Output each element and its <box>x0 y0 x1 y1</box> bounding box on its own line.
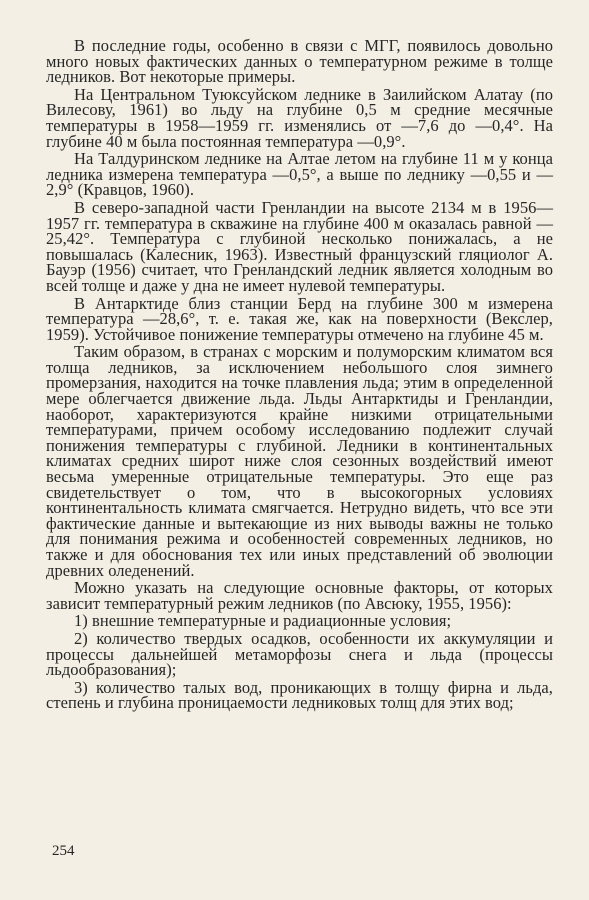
paragraph-mgg-intro: В последние годы, особенно в связи с МГГ, появилось довольно много новых фактических данных о температурном режиме в толще ледников. Вот некоторые примеры. <box>46 36 553 87</box>
paragraph-tuyuksu-glacier: На Центральном Туюксуйском леднике в Заилийском Алатау (по Вилесову, 1961) во льду на глубине 0,5 м средние месячные температуры в 1958—1959 гг. изменялись от —7,6 до —0,4°. На глубине 40 м была постоянная температура —0,9°. <box>46 84 553 151</box>
list-item-factor-2: 2) количество твердых осадков, особенности их аккумуляции и процессы дальнейшей метаморфозы снега и льда (процессы льдообразования); <box>46 628 553 680</box>
paragraph-antarctica: В Антарктиде близ станции Берд на глубине 300 м измерена температура —28,6°, т. е. такая же, как на поверхности (Векслер, 1959). Устойчивое понижение температуры отмечено на глубине 45 м. <box>46 293 553 344</box>
text-column <box>46 38 553 713</box>
paragraph-factors-intro: Можно указать на следующие основные факторы, от которых зависит температурный режим ледников (по Авсюку, 1955, 1956): <box>46 578 553 613</box>
page-number: 254 <box>52 843 75 859</box>
paragraph-greenland: В северо-западной части Гренландии на высоте 2134 м в 1956—1957 гг. температура в скважине на глубине 400 м оказалась равной —25,42°. Температура с глубиной несколько понижалась, а не повышалась (Калесник, 1963). Известный французский гляциолог А. Бауэр (1956) считает, что Гренландский ледник является холодным во всей толще и даже у дна не имеет нулевой температуры. <box>46 197 553 295</box>
list-item-factor-3: 3) количество талых вод, проникающих в толщу фирна и льда, степень и глубина проницаемости ледниковых толщ для этих вод; <box>46 677 553 713</box>
paragraph-conclusion: Таким образом, в странах с морским и полуморским климатом вся толща ледников, за исключением небольшого слоя зимнего промерзания, находится на точке плавления льда; этим в определенной мере облегчается движение льда. Льды Антарктиды и Гренландии, наоборот, характеризуются крайне низкими отрицательными температурами, причем особому исследованию подлежит случай понижения температуры с глубиной. Ледники в континентальных климатах средних широт ниже слоя сезонных воздействий имеют весьма умеренные отрицательные температуры. Это еще раз свидетельствует о том, что в высокогорных условиях континентальность климата смягчается. Нетрудно видеть, что все эти фактические данные и вытекающие из них выводы важны не только для понимания режима и особенностей современных ледников, но также и для обоснования тех или иных представлений об эволюции древних оледенений. <box>46 342 553 580</box>
paragraph-taldurinsky-glacier: На Талдуринском леднике на Алтае летом на глубине 11 м у конца ледника измерена температура —0,5°, а выше по леднику —0,55 и —2,9° (Кравцов, 1960). <box>46 149 553 200</box>
list-item-factor-1: 1) внешние температурные и радиационные условия; <box>74 611 452 631</box>
